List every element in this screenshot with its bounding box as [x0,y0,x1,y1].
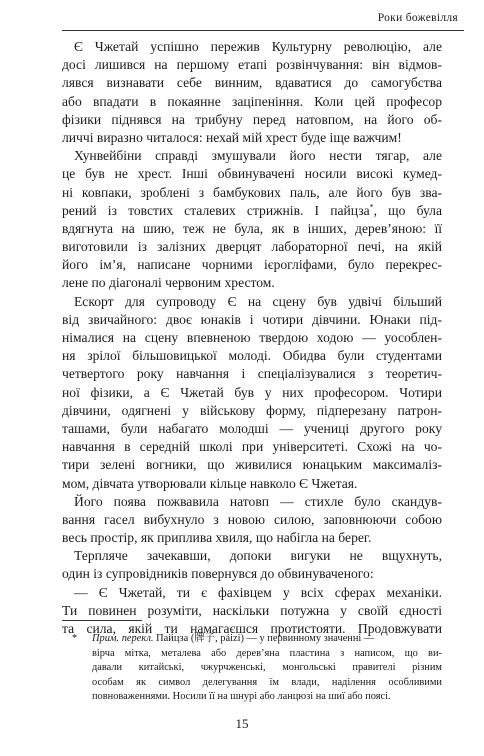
body-line: досі лишився на першому етапі розвінчування: він відмов- [62,57,442,73]
body-line-part: , що була [373,202,442,218]
footnote-line: особам як символ делегування їм влади, наділення особливими [92,676,442,688]
body-line: його ім’я, написане чорними ієрогліфами, було перекрес- [62,257,442,273]
body-line: один із супровідників повернувся до обвинуваченого: [62,566,374,582]
body-line: та сила, якій ти намагаєшся протистояти. Продовжувати [62,621,442,636]
body-line-part: рений із товстих сталевих стрижнів. І пайцза [62,202,370,218]
footnote-head: Прим. перекл. [92,633,154,644]
body-line: ні ковпаки, зроблені з бамбукових паль, але його був зва- [62,184,442,200]
body-line: це був не хрест. Інші обвинувачені носили високі кумед- [62,166,442,182]
body-line: весь простір, як приплива хвиля, що набігла на берег. [62,530,372,546]
footnote-line: давали китайські, чжурчженські, монгольські правителі різним [92,662,442,674]
body-line: Ескорт для супроводу Є на сцену був удвічі більший [74,293,442,309]
body-line: навчання в середній школі при університеті. Схожі на чо- [62,439,442,455]
body-line: лявся визнавати себе винним, вдаватися до самогубства [62,75,442,91]
body-line: фізики піднявся на трибуну перед натовпом, на його об- [62,111,442,127]
body-line: — Є Чжетай, ти є фахівцем у всіх сферах механіки. [74,584,442,600]
body-line: ташами, були набагато молодші — учениці другого року [62,420,442,436]
body-line: ної фізики, а Є Чжетай був у них професором. Чотири [62,384,442,400]
footnote-text: Пайцза (牌子, páizi) — у первинному значенні — [153,633,375,644]
page-number: 15 [235,716,249,731]
footnote-mark: * [72,633,78,644]
body-line: вдягнута на шию, теж не була, як в інших, дерев’яною: її [62,220,442,236]
body-line: лене по діагоналі червоним хрестом. [62,275,275,291]
header-divider [62,30,464,31]
body-line: Його поява пожвавила натовп — стихле було скандув- [74,493,442,509]
footnote-divider [62,620,142,621]
body-text [62,38,442,638]
body-line: дівчини, одягнені у військову форму, підперезану патрон- [62,402,442,418]
footnote-line [62,632,442,647]
body-line-with-footnote [62,202,442,220]
body-line: Терпляче зачекавши, допоки вигуки не вщухнуть, [74,548,442,564]
body-line: личчі виразно читалося: нехай мій хрест буде іще важчим! [62,129,402,145]
body-line: четвертого року навчання і спеціалізувалися з теоретич- [62,366,442,382]
footnote-line: вірча мітка, металева або дерев’яна пластина з написом, що ви- [92,647,442,659]
body-line: Є Чжетай успішно пережив Культурну революцію, але [74,39,442,54]
footnote-line: повноваженнями. Носили її на шнурі або ланцюзі на шиї або поясі. [92,691,391,703]
running-header: Роки божевілля [377,12,458,24]
body-line: німалися на сцену впевненою твердою ходою — уособлен- [62,330,442,345]
footnote [62,632,442,705]
body-line: від звичайного: двоє юнаків і чотири дівчини. Юнаки під- [62,311,442,327]
body-line: або впадати в покаянне заціпеніння. Коли цей професор [62,93,442,109]
body-line: тири зелені вогники, що живилися юнацьким максималіз- [62,457,442,473]
body-line: вання гасел вибухнуло з новою силою, заповнюючи собою [62,511,442,527]
body-line: Хунвейбіни справді змушували його нести тягар, але [74,148,442,164]
body-line: мом, дівчата утворювали кільце навколо Є Чжетая. [62,475,358,491]
body-line: виготовили із залізних дверцят лабораторної печі, на якій [62,239,442,255]
body-line: Ти повинен розуміти, наскільки потужна у своїй єдності [62,602,442,618]
body-line: ня зрілої більшовицької молоді. Обидва були студентами [62,348,442,364]
footnote-marker: * [369,202,374,212]
